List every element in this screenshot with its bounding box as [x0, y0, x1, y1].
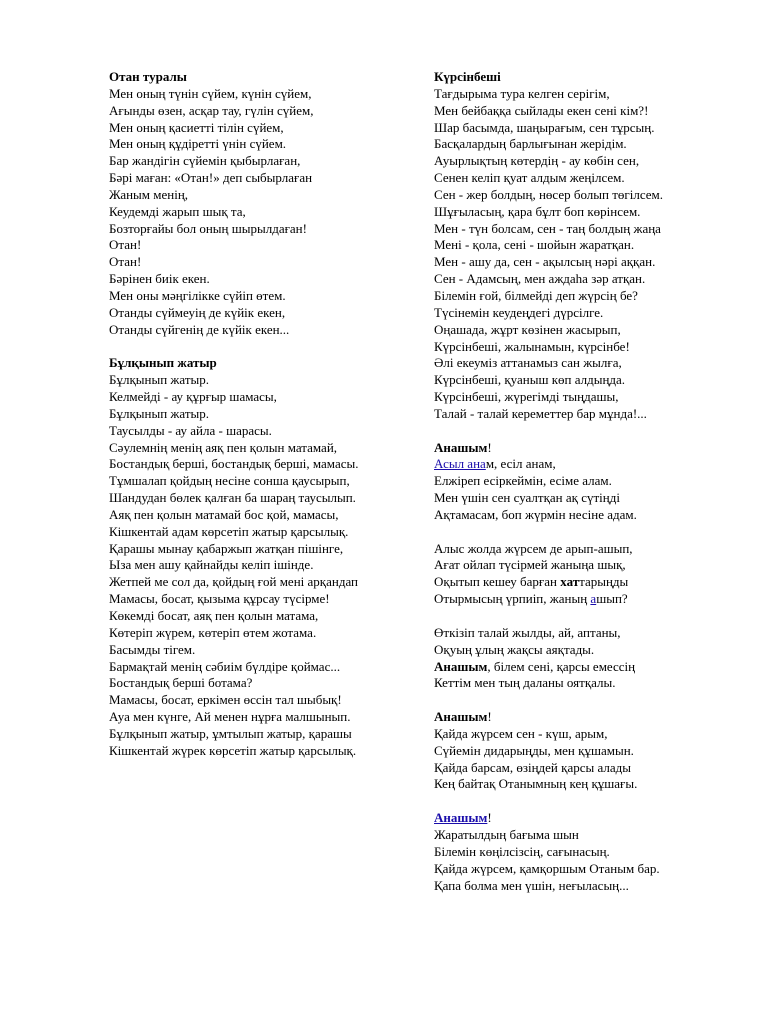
- poem-line: Отанды сүймеуің де күйік екен,: [109, 304, 286, 320]
- poem-line: Ағат ойлап түсірмей жаныңа шық,: [434, 557, 626, 573]
- bold-word: хат: [560, 574, 580, 590]
- title-punct: !: [487, 439, 492, 455]
- poem-lines: [434, 473, 734, 524]
- title-punct: !: [487, 709, 492, 725]
- poem-line: Оңашада, жұрт көзінен жасырып,: [434, 321, 621, 337]
- poem-line: [434, 659, 734, 676]
- poem-title-line: [434, 709, 734, 726]
- poem-lines: [434, 726, 734, 793]
- poem-line: Басымды тігем.: [109, 641, 196, 657]
- poem-line: Шұғыласың, қара бұлт боп көрінсем.: [434, 203, 641, 219]
- poem-line: Мен оның түнін сүйем, күнін сүйем,: [109, 85, 312, 101]
- poem-line: Алыс жолда жүрсем де арып-ашып,: [434, 540, 633, 556]
- poem-line: Ағынды өзен, асқар тау, гүлін сүйем,: [109, 102, 314, 118]
- poem-line: Шар басымда, шаңырағым, сен тұрсың.: [434, 119, 655, 135]
- poem-line: Кішкентай адам көрсетіп жатыр қарсылық.: [109, 523, 349, 539]
- poem-line: Жаным менің,: [109, 186, 189, 202]
- poem-line: Елжіреп есіркеймін, есіме алам.: [434, 473, 612, 489]
- poem-line: Мен үшін сен суалтқан ақ сүтіңді: [434, 490, 620, 506]
- poem-line: Бостандық берші ботама?: [109, 675, 253, 691]
- poem-line: Бұлқынып жатыр.: [109, 405, 209, 421]
- poem-lines: [109, 86, 395, 339]
- line-text: шып?: [596, 591, 628, 607]
- poem-line: Бұлқынып жатыр.: [109, 372, 209, 388]
- poem-line: Ауырлықтың көтердің - ау көбін сен,: [434, 153, 640, 169]
- poem-anashym-2: [434, 709, 734, 793]
- poem-line: Отан!: [109, 254, 142, 270]
- poem-line: Кең байтақ Отанымның кең құшағы.: [434, 776, 638, 792]
- poem-title: Отан туралы: [109, 69, 187, 84]
- poem-title: Анашым: [434, 439, 488, 455]
- poem-line: Білемін көңілсізсің, сағынасың.: [434, 843, 610, 859]
- poem-line: Мен оның құдіретті үнін сүйем.: [109, 136, 287, 152]
- poem-line: Қарашы мынау қабаржып жатқан пішінге,: [109, 540, 344, 556]
- poem-line: Мамасы, босат, еркімен өссін тал шыбық!: [109, 692, 342, 708]
- poem-lines: [434, 86, 734, 423]
- poem-line: Аяқ пен қолын матамай бос қой, мамасы,: [109, 506, 339, 522]
- poem-line: Мені - қола, сені - шойын жаратқан.: [434, 237, 635, 253]
- poem-line: Мен оны мәңгілікке сүйіп өтем.: [109, 287, 286, 303]
- poem-lines: [434, 625, 734, 659]
- poem-title-line: [434, 440, 734, 457]
- poem-title: Күрсінбеші: [434, 69, 501, 84]
- poem-anashym-1: [434, 440, 734, 693]
- title-punct: !: [487, 810, 492, 826]
- poem-line: Бармақтай менің сәбиім бүлдіре қоймас...: [109, 658, 341, 674]
- spacer: [434, 423, 734, 440]
- poem-title-line: [434, 810, 734, 827]
- poem-line: Таусылды - ау айла - шарасы.: [109, 422, 272, 438]
- spacer: [434, 793, 734, 810]
- poem-line: Ауа мен күнге, Ай менен нұрға малшынып.: [109, 709, 351, 725]
- poem-line: Мен оның қасиетті тілін сүйем,: [109, 119, 284, 135]
- poem-line: Кеудемді жарып шық та,: [109, 203, 246, 219]
- line-text: Оқытып кешеу барған: [434, 574, 561, 590]
- poem-line: Келмейді - ау құрғыр шамасы,: [109, 389, 277, 405]
- poem-line: Талай - талай кереметтер бар мұнда!...: [434, 405, 647, 421]
- poem-line: Күрсінбеші, жалынамын, күрсінбе!: [434, 338, 630, 354]
- poem-otan-turaly: [109, 69, 395, 339]
- poem-anashym-3: [434, 810, 734, 894]
- poem-line: Мен бейбаққа сыйлады екен сені кім?!: [434, 102, 649, 118]
- poem-line: Жаратылдың бағыма шын: [434, 826, 579, 842]
- spacer: [434, 524, 734, 541]
- poem-line: Кішкентай жүрек көрсетіп жатыр қарсылық.: [109, 742, 357, 758]
- poem-line: Ақтамасам, боп жүрмін несіне адам.: [434, 506, 637, 522]
- poem-line: [434, 591, 734, 608]
- poem-line: Бәрінен биік екен.: [109, 271, 210, 287]
- poem-bulkynyp-zhatyr: [109, 355, 395, 759]
- poem-line: Бәрі маған: «Отан!» деп сыбырлаған: [109, 170, 313, 186]
- poem-line: Бостандық берші, бостандық берші, мамасы.: [109, 456, 359, 472]
- poem-line: Қапа болма мен үшін, неғыласың...: [434, 877, 629, 893]
- poem-line: Бар жандігін сүйемін қыбырлаған,: [109, 153, 301, 169]
- inline-link[interactable]: а: [590, 591, 597, 607]
- poem-line: [434, 456, 734, 473]
- poem-line: Күрсінбеші, қуаныш көп алдыңда.: [434, 372, 626, 388]
- poem-line: Сүйемін дидарыңды, мен құшамын.: [434, 742, 634, 758]
- spacer: [109, 339, 395, 356]
- poem-line: Күрсінбеші, жүрегімді тыңдашы,: [434, 389, 619, 405]
- poem-line: Тұмшалап қойдың несіне сонша қаусырып,: [109, 473, 350, 489]
- poem-line: Шандудан бөлек қалған ба шараң таусылып.: [109, 490, 356, 506]
- poem-line: Мен - түн болсам, сен - таң болдың жаңа: [434, 220, 661, 236]
- line-text: , білем сені, қарсы емессің: [487, 658, 636, 674]
- poem-kursinbeshi: [434, 69, 734, 423]
- bold-word: Анашым: [434, 658, 488, 674]
- poem-line: Жетпей ме сол да, қойдың ғой мені арқандап: [109, 574, 359, 590]
- poem-line: Қайда жүрсем, қамқоршым Отаным бар.: [434, 860, 660, 876]
- poem-title: Анашым: [434, 709, 488, 725]
- poem-line: Сен - жер болдың, нөсер болып төгілсем.: [434, 186, 664, 202]
- poem-line: Кеттім мен тың даланы оятқалы.: [434, 675, 616, 691]
- poem-line: Отан!: [109, 237, 142, 253]
- anashym-link[interactable]: Анашым: [434, 810, 488, 826]
- asyl-ana-link[interactable]: Асыл ана: [434, 456, 486, 472]
- poem-line: Сен - Адамсың, мен аждаһа зәр атқан.: [434, 271, 646, 287]
- poem-line: Мамасы, босат, қызыма құрсау түсірме!: [109, 591, 330, 607]
- line-text: Отырмысың үрпиіп, жаның: [434, 591, 591, 607]
- poem-line: Қайда барсам, өзіңдей қарсы алады: [434, 759, 631, 775]
- poem-line: Оқуың ұлың жақсы аяқтады.: [434, 641, 595, 657]
- poem-line: Түсінемін кеудеңдегі дүрсілге.: [434, 304, 604, 320]
- poem-line: Көкемді босат, аяқ пен қолын матама,: [109, 608, 319, 623]
- poem-line: Тағдырыма тура келген серігім,: [434, 85, 610, 101]
- poem-line: Басқалардың барлығынан жерідім.: [434, 136, 627, 152]
- spacer: [434, 692, 734, 709]
- poem-line: Өткізіп талай жылды, ай, аптаны,: [434, 624, 621, 640]
- line-text: тарыңды: [579, 574, 629, 590]
- poem-lines: [109, 372, 395, 759]
- poem-line: Мен - ашу да, сен - ақылсың нәрі аққан.: [434, 254, 656, 270]
- poem-title: Бұлқынып жатыр: [109, 355, 217, 371]
- left-column: [109, 69, 395, 760]
- poem-line: Отанды сүйгенің де күйік екен...: [109, 321, 290, 337]
- poem-line: Әлі екеуміз аттанамыз сан жылға,: [434, 355, 622, 371]
- poem-line: Сенен келіп қуат алдым жеңілсем.: [434, 170, 625, 186]
- poem-line: Ыза мен ашу қайнайды келіп ішінде.: [109, 557, 314, 573]
- poem-line: Сәулемнің менің аяқ пен қолын матамай,: [109, 439, 338, 455]
- poem-line: [434, 574, 734, 591]
- poem-line: Білемін ғой, білмейді деп жүрсің бе?: [434, 287, 638, 303]
- poem-lines: [434, 541, 734, 575]
- poem-line: Бозторғайы бол оның шырылдаған!: [109, 220, 307, 236]
- poem-line: Қайда жүрсем сен - күш, арым,: [434, 725, 608, 741]
- line-text: м, есіл анам,: [485, 456, 556, 472]
- poem-lines: [434, 827, 734, 894]
- poem-line: Көтеріп жүрем, көтеріп өтем жотама.: [109, 624, 317, 640]
- poem-line: Бұлқынып жатыр, ұмтылып жатыр, қарашы: [109, 725, 352, 741]
- spacer: [434, 608, 734, 625]
- right-column: [434, 69, 734, 894]
